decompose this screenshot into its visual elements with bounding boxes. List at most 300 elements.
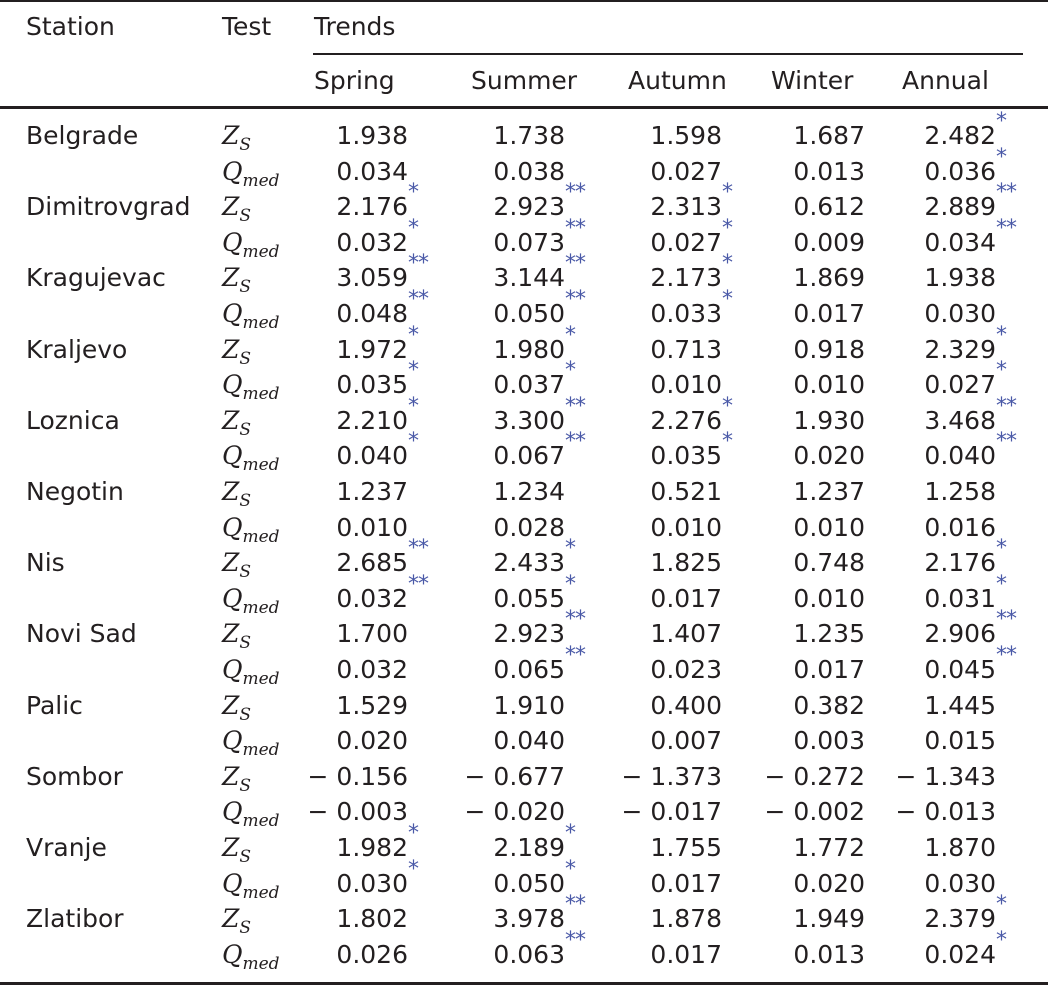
significance-marker: ** (996, 607, 1016, 633)
value-text: 2.173 (650, 263, 722, 293)
significance-marker: ** (565, 643, 585, 668)
value-text: 0.037 (493, 370, 565, 400)
value-text: 0.713 (650, 334, 722, 364)
value-text: 1.938 (336, 121, 408, 150)
station-name: Nis (26, 548, 65, 578)
value-text: 0.050 (493, 299, 565, 328)
value-text: 0.013 (793, 939, 865, 969)
test-qmed (222, 157, 280, 196)
station-name: Belgrade (26, 121, 139, 150)
value-winter (793, 441, 865, 471)
value-annual (896, 797, 996, 827)
value-text: 1.234 (493, 477, 565, 506)
test-subscript: med (242, 882, 280, 903)
value-text: 0.016 (924, 512, 996, 542)
value-winter (793, 121, 865, 151)
significance-marker: * (996, 109, 1006, 134)
test-qmed (222, 869, 280, 908)
test-symbol: Q (222, 227, 243, 257)
value-text: 2.433 (493, 548, 565, 578)
value-text: 0.073 (493, 227, 565, 257)
value-summer (493, 643, 585, 685)
value-text: 0.035 (336, 370, 408, 400)
value-annual (924, 833, 996, 863)
value-annual (924, 869, 996, 899)
value-winter (793, 691, 865, 721)
value-text: 0.010 (793, 512, 865, 542)
value-text: 0.027 (650, 156, 722, 186)
value-text: 0.010 (793, 583, 865, 613)
test-symbol: Z (222, 192, 240, 222)
value-winter (793, 726, 865, 756)
value-annual (924, 536, 1006, 578)
test-symbol: Q (222, 370, 243, 400)
value-autumn (650, 940, 722, 970)
value-spring (336, 477, 408, 507)
value-text: 2.329 (924, 334, 996, 364)
value-winter (793, 619, 865, 649)
test-symbol: Z (222, 477, 240, 506)
significance-marker: ** (996, 215, 1016, 241)
value-text: 0.048 (336, 299, 408, 328)
value-spring (336, 655, 408, 685)
value-text: 0.030 (924, 299, 996, 328)
value-annual (924, 726, 996, 756)
significance-marker: * (722, 429, 732, 455)
value-autumn (650, 833, 722, 863)
significance-marker: ** (565, 607, 585, 633)
value-text: 0.017 (793, 299, 865, 328)
test-symbol: Q (222, 939, 243, 969)
table-row (0, 643, 1058, 691)
table-row (0, 358, 1058, 406)
value-spring (308, 762, 408, 792)
significance-marker: * (722, 215, 732, 241)
value-winter (793, 406, 865, 436)
significance-marker: * (722, 393, 732, 419)
value-summer (493, 157, 565, 187)
value-spring (336, 904, 408, 934)
value-text: 1.687 (793, 121, 865, 150)
value-spring (336, 856, 418, 899)
test-zs (222, 406, 251, 445)
test-subscript: med (242, 455, 280, 476)
station-name: Kraljevo (26, 334, 128, 364)
value-text: 2.176 (924, 548, 996, 578)
value-spring (336, 429, 418, 471)
value-winter (793, 299, 865, 329)
value-autumn (650, 157, 722, 187)
significance-marker: * (408, 180, 418, 206)
value-text: 2.276 (650, 405, 722, 435)
value-winter (793, 370, 865, 400)
significance-marker: ** (996, 180, 1016, 206)
test-qmed (222, 441, 280, 480)
significance-marker: * (996, 358, 1006, 384)
value-text: 2.176 (336, 192, 408, 222)
value-text: 1.598 (650, 121, 722, 150)
value-spring (336, 513, 408, 543)
significance-marker: * (408, 215, 418, 241)
value-spring (336, 180, 418, 222)
significance-marker: * (565, 821, 575, 846)
value-autumn (650, 335, 722, 365)
significance-marker: ** (408, 287, 428, 312)
test-zs (222, 904, 251, 943)
value-summer (493, 726, 565, 756)
value-text: 0.040 (336, 441, 408, 471)
value-autumn (650, 655, 722, 685)
test-subscript: med (242, 669, 280, 689)
test-qmed (222, 370, 280, 409)
significance-marker: ** (565, 892, 585, 918)
significance-marker: ** (996, 429, 1016, 455)
significance-marker: ** (565, 429, 585, 455)
value-autumn (650, 904, 722, 934)
value-summer (493, 536, 575, 578)
value-text: − 0.017 (621, 797, 722, 827)
value-text: 0.040 (924, 441, 996, 471)
value-text: 0.032 (336, 227, 408, 257)
value-annual (924, 144, 1006, 187)
value-summer (493, 121, 565, 151)
value-text: 2.923 (493, 619, 565, 649)
value-text: 0.030 (924, 868, 996, 898)
value-text: 0.063 (493, 939, 565, 969)
value-summer (493, 287, 585, 329)
value-winter (793, 904, 865, 934)
value-text: 0.013 (793, 156, 865, 186)
value-text: − 0.677 (464, 761, 565, 791)
test-subscript: S (239, 633, 252, 654)
value-text: 3.978 (493, 904, 565, 934)
value-text: 1.445 (924, 690, 996, 720)
significance-marker: ** (408, 571, 428, 597)
table-row (0, 477, 1058, 513)
value-text: 2.189 (493, 833, 565, 862)
test-subscript: S (239, 491, 252, 511)
value-winter (793, 157, 865, 187)
value-spring (336, 287, 428, 329)
value-summer (493, 358, 575, 400)
significance-marker: * (408, 393, 418, 419)
significance-marker: * (565, 571, 575, 597)
value-text: 1.802 (336, 904, 408, 934)
test-subscript: med (242, 384, 280, 405)
value-text: 1.738 (493, 121, 565, 150)
value-text: 2.906 (924, 619, 996, 649)
value-spring (336, 322, 418, 365)
test-subscript: med (242, 313, 280, 333)
station-name: Palic (26, 690, 83, 720)
value-annual (924, 643, 1016, 685)
value-text: 1.869 (793, 263, 865, 293)
bottom-rule (0, 982, 1048, 985)
value-winter (793, 655, 865, 685)
station-name: Kragujevac (26, 263, 166, 293)
test-zs (222, 335, 251, 374)
value-spring (336, 691, 408, 721)
value-autumn (650, 180, 732, 222)
value-spring (336, 393, 418, 436)
value-autumn (650, 691, 722, 721)
value-summer (493, 856, 575, 899)
header-summer: Summer (471, 66, 578, 95)
value-summer (493, 322, 575, 365)
value-text: 0.400 (650, 690, 722, 720)
value-autumn (622, 797, 722, 827)
value-spring (308, 797, 408, 827)
value-text: − 0.156 (307, 761, 408, 791)
value-text: − 0.003 (307, 797, 408, 827)
value-text: 0.017 (650, 939, 722, 969)
test-subscript: S (239, 847, 252, 867)
test-qmed (222, 228, 280, 267)
value-summer (493, 215, 585, 258)
test-qmed (222, 513, 280, 552)
value-text: 0.026 (336, 939, 408, 969)
significance-marker: * (408, 429, 418, 455)
value-text: 1.930 (793, 405, 865, 435)
value-text: 2.685 (336, 548, 408, 578)
significance-marker: ** (408, 251, 428, 277)
test-subscript: S (239, 206, 252, 227)
value-annual (924, 109, 1006, 151)
significance-marker: * (408, 821, 418, 846)
value-summer (465, 797, 565, 827)
value-summer (493, 513, 565, 543)
significance-marker: ** (996, 393, 1016, 419)
test-zs (222, 619, 251, 658)
value-text: 0.017 (650, 868, 722, 898)
station-name: Sombor (26, 761, 123, 791)
value-text: 1.825 (650, 548, 722, 578)
table-row (0, 726, 1058, 762)
significance-marker: * (408, 856, 418, 882)
value-spring (336, 215, 418, 258)
value-text: 1.949 (793, 904, 865, 934)
value-text: 1.237 (336, 477, 408, 506)
test-qmed (222, 726, 280, 765)
value-text: 0.010 (650, 370, 722, 400)
value-text: 2.313 (650, 192, 722, 222)
value-text: − 1.343 (895, 761, 996, 791)
value-autumn (650, 121, 722, 151)
value-annual (924, 892, 1006, 934)
value-spring (336, 536, 428, 578)
value-text: 0.024 (924, 939, 996, 969)
test-subscript: med (242, 740, 280, 761)
test-subscript: med (242, 526, 280, 547)
significance-marker: * (565, 358, 575, 384)
test-symbol: Z (222, 548, 240, 578)
value-text: 3.059 (336, 263, 408, 293)
test-zs (222, 477, 251, 516)
value-annual (924, 180, 1016, 222)
significance-marker: * (565, 856, 575, 882)
header-spring: Spring (314, 66, 395, 95)
value-winter (793, 192, 865, 222)
table-row (0, 856, 1058, 905)
value-summer (493, 429, 585, 471)
significance-marker: * (996, 927, 1006, 953)
test-subscript: med (242, 170, 280, 191)
value-winter (793, 833, 865, 863)
significance-marker: ** (565, 393, 585, 419)
value-summer (493, 892, 585, 934)
significance-marker: ** (565, 180, 585, 206)
test-zs (222, 548, 251, 587)
significance-marker: * (408, 322, 418, 348)
value-text: 0.612 (793, 192, 865, 222)
table-row (0, 797, 1058, 833)
test-symbol: Q (222, 655, 243, 684)
value-annual (924, 322, 1006, 365)
value-text: 1.755 (650, 833, 722, 862)
value-text: 0.034 (336, 156, 408, 186)
test-subscript: med (242, 811, 280, 832)
test-symbol: Q (222, 726, 243, 756)
value-annual (896, 762, 996, 792)
test-qmed (222, 299, 280, 338)
value-autumn (650, 393, 732, 436)
value-annual (924, 477, 996, 507)
test-symbol: Q (222, 441, 243, 471)
test-qmed (222, 797, 280, 836)
value-text: 0.020 (793, 441, 865, 471)
value-winter (793, 335, 865, 365)
test-symbol: Z (222, 904, 240, 934)
value-spring (336, 821, 418, 863)
table-row (0, 571, 1058, 620)
value-autumn (650, 477, 722, 507)
value-text: 1.982 (336, 833, 408, 862)
test-zs (222, 263, 251, 302)
value-text: 0.023 (650, 655, 722, 684)
test-symbol: Z (222, 761, 240, 791)
station-name: Dimitrovgrad (26, 192, 191, 222)
test-subscript: S (239, 775, 252, 796)
test-symbol: Q (222, 512, 243, 542)
test-subscript: S (239, 419, 252, 440)
value-annual (924, 215, 1016, 258)
value-text: 0.034 (924, 227, 996, 257)
station-name: Vranje (26, 833, 107, 862)
value-winter (765, 797, 865, 827)
significance-marker: * (996, 571, 1006, 597)
test-qmed (222, 584, 280, 623)
value-winter (793, 584, 865, 614)
test-symbol: Q (222, 156, 243, 186)
significance-marker: * (996, 536, 1006, 562)
significance-marker: * (722, 287, 732, 312)
value-summer (493, 927, 585, 970)
header-annual: Annual (902, 66, 989, 95)
value-text: 0.017 (650, 583, 722, 613)
test-symbol: Z (222, 690, 240, 720)
value-text: 0.382 (793, 690, 865, 720)
value-winter (793, 548, 865, 578)
table-row (0, 429, 1058, 477)
table-row (0, 513, 1058, 549)
test-subscript: S (239, 348, 252, 369)
value-text: 1.972 (336, 334, 408, 364)
value-summer (493, 691, 565, 721)
test-subscript: S (239, 704, 252, 725)
value-annual (924, 263, 996, 293)
value-annual (924, 571, 1006, 614)
value-text: 1.980 (493, 334, 565, 364)
value-text: 0.055 (493, 583, 565, 613)
value-winter (793, 940, 865, 970)
value-spring (336, 251, 428, 293)
value-autumn (650, 869, 722, 899)
significance-marker: ** (565, 287, 585, 312)
value-annual (924, 927, 1006, 970)
value-text: 0.748 (793, 548, 865, 578)
value-text: 1.870 (924, 833, 996, 862)
test-subscript: med (242, 953, 280, 974)
value-text: 0.036 (924, 156, 996, 186)
value-winter (793, 869, 865, 899)
value-text: 3.300 (493, 405, 565, 435)
value-winter (793, 228, 865, 258)
test-subscript: med (242, 241, 280, 262)
value-text: 1.772 (793, 833, 865, 862)
significance-marker: * (722, 251, 732, 277)
test-qmed (222, 940, 280, 979)
value-text: 0.521 (650, 477, 722, 506)
significance-marker: * (996, 892, 1006, 918)
value-text: 0.027 (650, 227, 722, 257)
value-summer (493, 821, 575, 863)
value-spring (336, 940, 408, 970)
value-text: 0.032 (336, 655, 408, 684)
test-symbol: Z (222, 833, 240, 862)
value-text: − 1.373 (621, 761, 722, 791)
station-name: Negotin (26, 477, 124, 506)
value-winter (793, 513, 865, 543)
value-spring (336, 571, 428, 614)
value-text: 0.050 (493, 868, 565, 898)
table-row (0, 287, 1058, 335)
value-text: 0.031 (924, 583, 996, 613)
header-winter: Winter (771, 66, 854, 95)
value-text: 0.003 (793, 726, 865, 756)
test-symbol: Q (222, 797, 243, 827)
table-row (0, 109, 1058, 157)
value-text: 0.065 (493, 655, 565, 684)
test-symbol: Z (222, 619, 240, 649)
significance-marker: ** (565, 251, 585, 277)
test-zs (222, 192, 251, 231)
value-annual (924, 607, 1016, 649)
station-name: Loznica (26, 405, 120, 435)
test-symbol: Z (222, 263, 240, 293)
value-autumn (650, 513, 722, 543)
value-spring (336, 619, 408, 649)
value-autumn (650, 215, 732, 258)
test-zs (222, 691, 251, 730)
value-text: − 0.020 (464, 797, 565, 827)
value-text: 1.700 (336, 619, 408, 649)
value-text: 1.529 (336, 690, 408, 720)
value-text: 0.010 (650, 512, 722, 542)
value-text: 0.015 (924, 726, 996, 756)
value-spring (336, 121, 408, 151)
value-summer (493, 393, 585, 436)
significance-marker: * (722, 180, 732, 206)
